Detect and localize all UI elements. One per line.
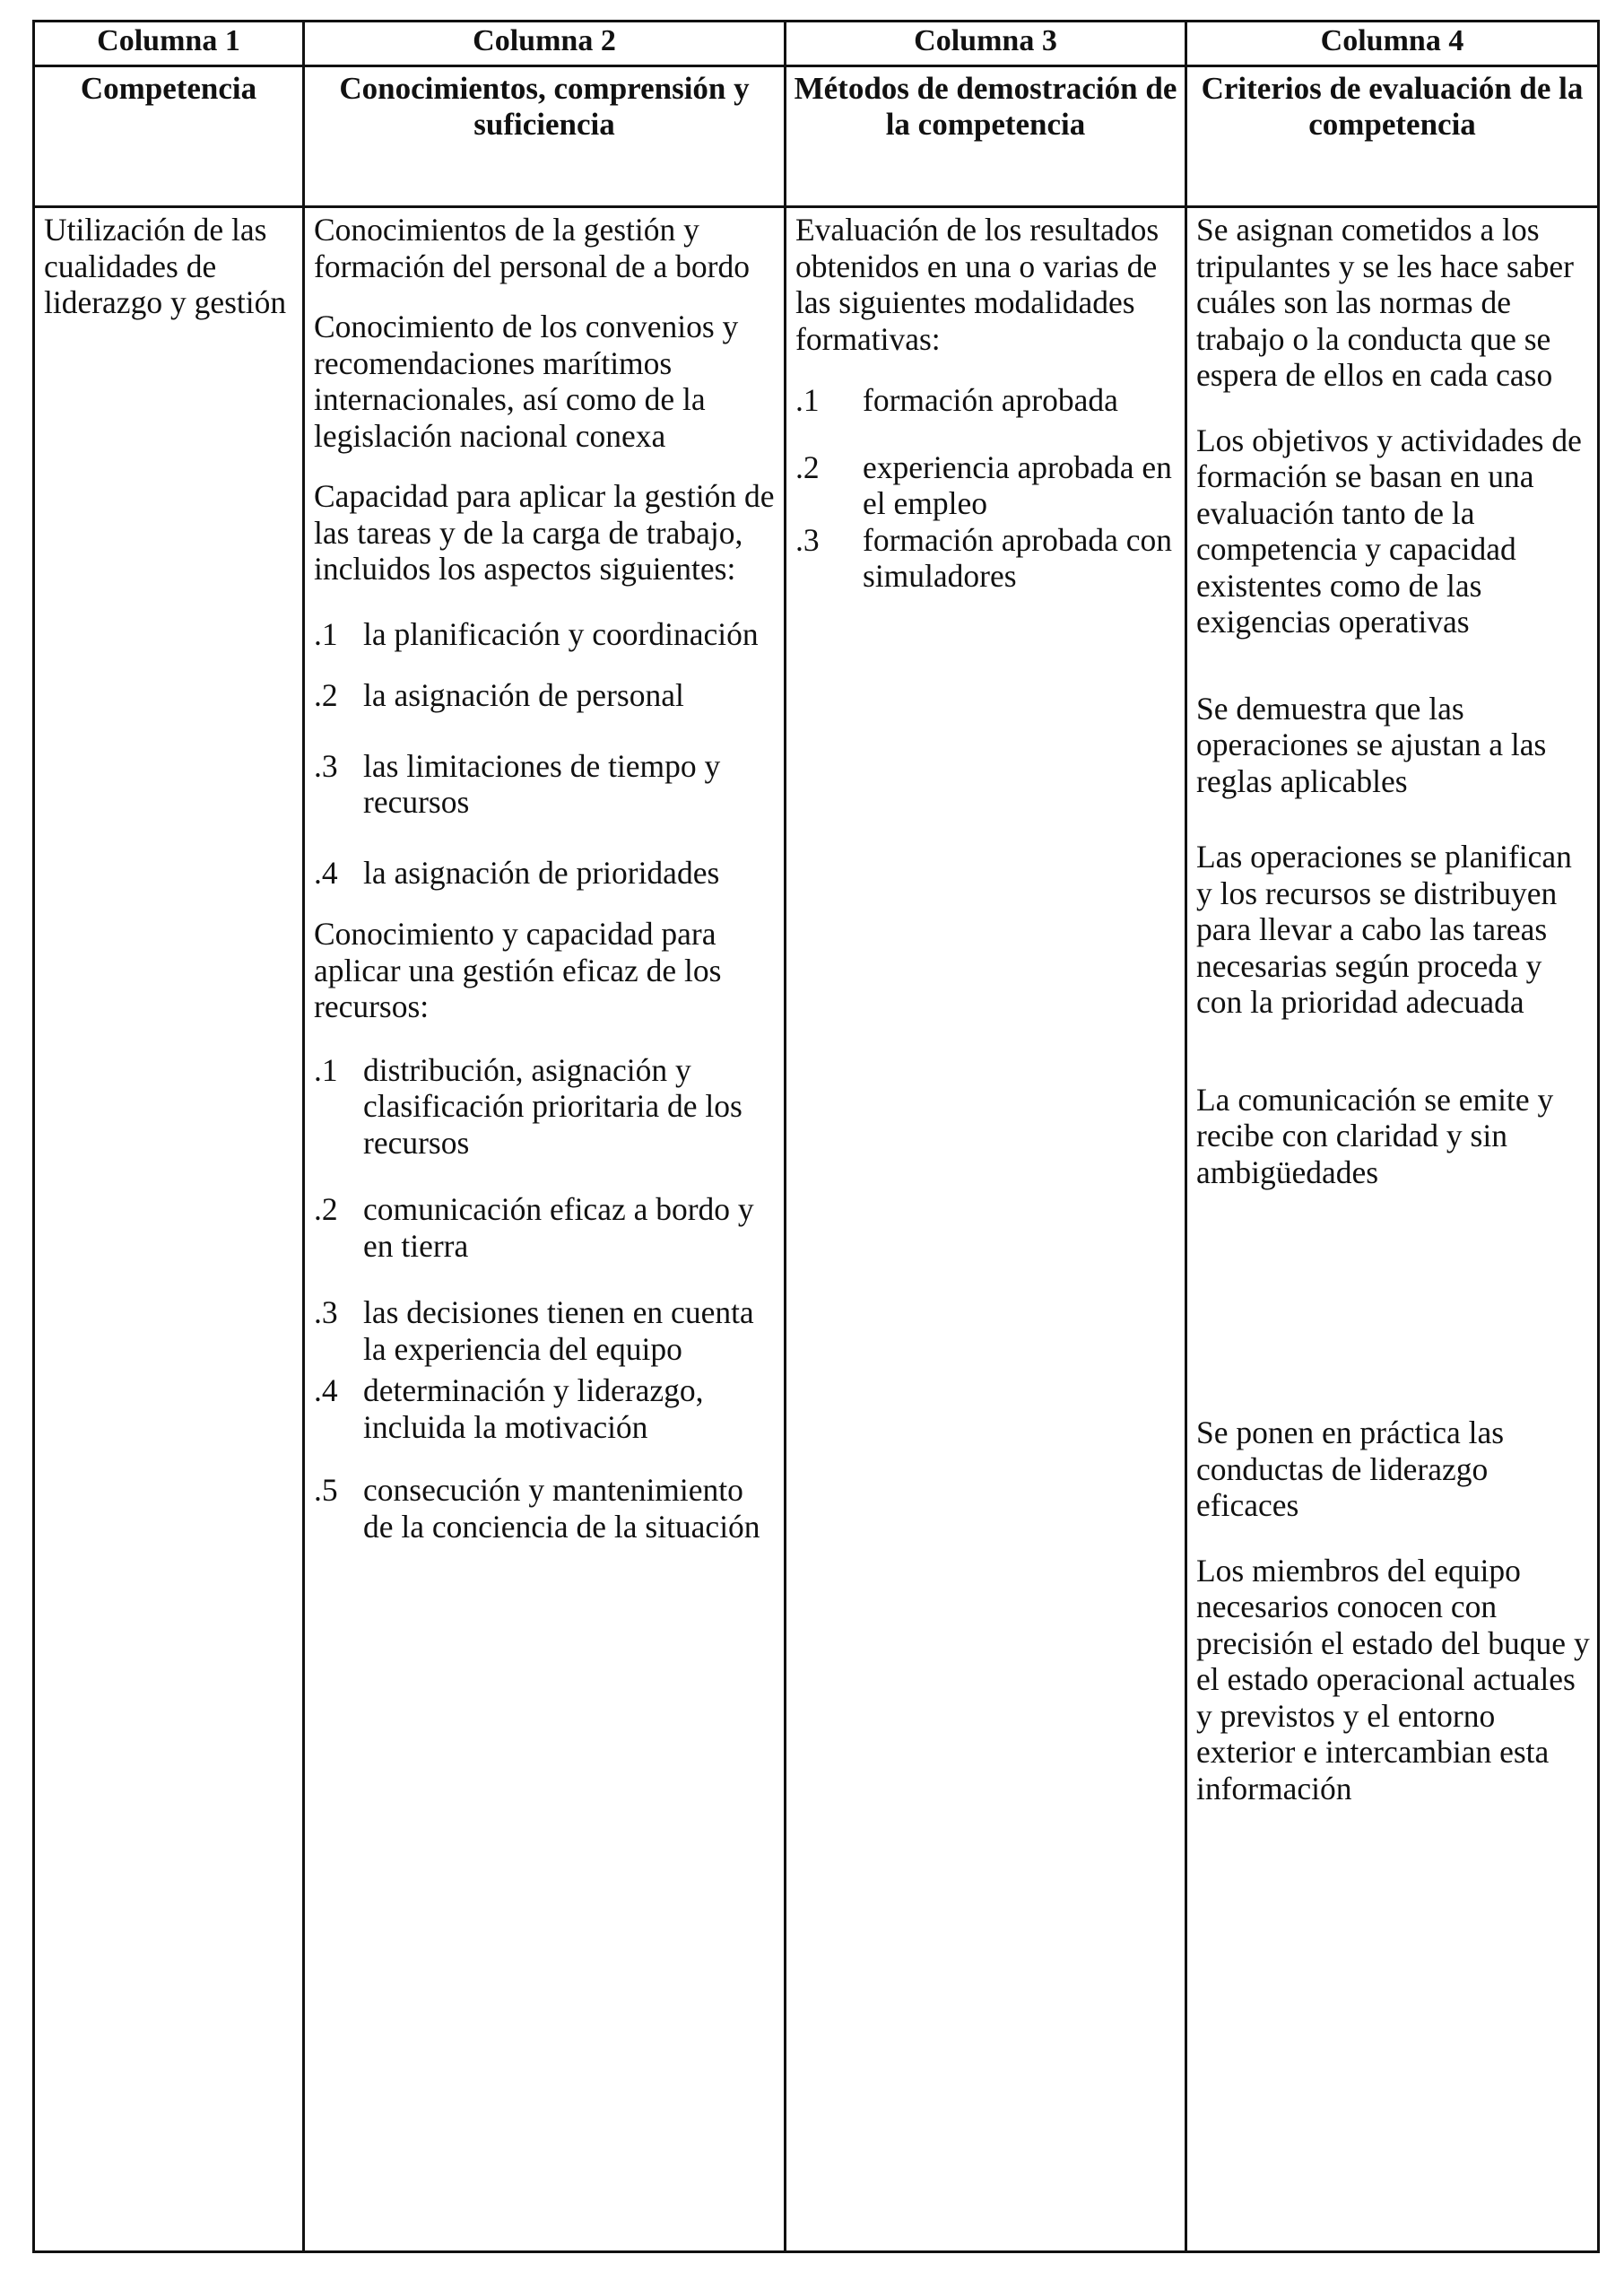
methods-cell xyxy=(786,207,1186,2252)
list-item xyxy=(795,449,1177,522)
list-item xyxy=(314,677,777,714)
list-number: .1 xyxy=(795,382,820,418)
list-number: .2 xyxy=(314,677,338,713)
competence-table xyxy=(32,20,1600,2253)
criteria-paragraph-2: Los objetivos y actividades de formación se basan en una evaluación tanto de la competencia y capacidad existentes como de las exigencias operativas xyxy=(1196,422,1582,640)
list-item xyxy=(314,748,777,821)
list-item xyxy=(314,1052,777,1162)
methods-intro: Evaluación de los resultados obtenidos en una o varias de las siguientes modalidades formativas: xyxy=(795,212,1159,357)
list-number: .3 xyxy=(314,747,338,784)
list-text: la planificación y coordinación xyxy=(363,615,759,652)
competence-cell xyxy=(34,207,304,2252)
list-item xyxy=(314,1191,777,1264)
criteria-paragraph-1: Se asignan cometidos a los tripulantes y se les hace saber cuáles son las normas de trabajo o la conducta que se espera de ellos en cada caso xyxy=(1196,212,1574,393)
list-number: .1 xyxy=(314,1051,338,1088)
table-row xyxy=(34,207,1599,2252)
list-item xyxy=(314,1472,777,1545)
knowledge-paragraph-3: Capacidad para aplicar la gestión de las tareas y de la carga de trabajo, incluidos los aspectos siguientes: xyxy=(314,478,775,587)
list-item xyxy=(314,1294,777,1367)
column-1-number: Columna 1 xyxy=(34,22,304,66)
list-item xyxy=(795,382,1177,419)
criteria-paragraph-4: Las operaciones se planifican y los recursos se distribuyen para llevar a cabo las tareas necesarias según proceda y con la prioridad adecuada xyxy=(1196,839,1572,1020)
list-text: distribución, asignación y clasificación prioritaria de los recursos xyxy=(363,1051,743,1161)
criteria-paragraph-3: Se demuestra que las operaciones se ajustan a las reglas aplicables xyxy=(1196,690,1547,799)
knowledge-cell xyxy=(304,207,786,2252)
list-number: .4 xyxy=(314,854,338,891)
column-4-number: Columna 4 xyxy=(1186,22,1599,66)
list-item xyxy=(314,1372,777,1445)
column-1-header: Competencia xyxy=(34,66,304,207)
list-text: la asignación de prioridades xyxy=(363,854,720,891)
competence-text: Utilización de las cualidades de liderazgo y gestión xyxy=(44,212,287,320)
criteria-cell xyxy=(1186,207,1599,2252)
knowledge-paragraph-4: Conocimiento y capacidad para aplicar una gestión eficaz de los recursos: xyxy=(314,916,722,1024)
column-2-header: Conocimientos, comprensión y suficiencia xyxy=(304,66,786,207)
knowledge-paragraph-1: Conocimientos de la gestión y formación del personal de a bordo xyxy=(314,212,750,284)
list-number: .4 xyxy=(314,1372,338,1408)
list-text: formación aprobada xyxy=(863,382,1118,418)
list-number: .2 xyxy=(795,448,820,485)
list-text: consecución y mantenimiento de la conciencia de la situación xyxy=(363,1472,760,1545)
criteria-paragraph-6: Se ponen en práctica las conductas de liderazgo eficaces xyxy=(1196,1415,1505,1523)
column-3-number: Columna 3 xyxy=(786,22,1186,66)
list-item xyxy=(795,522,1177,595)
criteria-paragraph-7: Los miembros del equipo necesarios conocen con precisión el estado del buque y el estado operacional actuales y previstos y el entorno exterior e intercambian esta información xyxy=(1196,1552,1590,1806)
column-2-number: Columna 2 xyxy=(304,22,786,66)
column-header-row xyxy=(34,66,1599,207)
list-text: formación aprobada con simuladores xyxy=(863,521,1172,594)
list-text: experiencia aprobada en el empleo xyxy=(863,448,1172,521)
column-4-header: Criterios de evaluación de la competencia xyxy=(1186,66,1599,207)
list-text: determinación y liderazgo, incluida la motivación xyxy=(363,1372,704,1445)
list-text: comunicación eficaz a bordo y en tierra xyxy=(363,1191,754,1264)
column-number-row xyxy=(34,22,1599,66)
criteria-paragraph-5: La comunicación se emite y recibe con claridad y sin ambigüedades xyxy=(1196,1081,1554,1190)
list-text: la asignación de personal xyxy=(363,677,684,713)
list-number: .5 xyxy=(314,1472,338,1508)
knowledge-paragraph-2: Conocimiento de los convenios y recomendaciones marítimos internacionales, así como de la legislación nacional conexa xyxy=(314,309,739,454)
list-item xyxy=(314,855,777,892)
list-text: las limitaciones de tiempo y recursos xyxy=(363,747,721,820)
list-number: .2 xyxy=(314,1191,338,1227)
list-text: las decisiones tienen en cuenta la experiencia del equipo xyxy=(363,1294,754,1367)
list-number: .3 xyxy=(314,1294,338,1330)
list-item xyxy=(314,616,777,653)
list-number: .3 xyxy=(795,521,820,558)
list-number: .1 xyxy=(314,615,338,652)
column-3-header: Métodos de demostración de la competencia xyxy=(786,66,1186,207)
